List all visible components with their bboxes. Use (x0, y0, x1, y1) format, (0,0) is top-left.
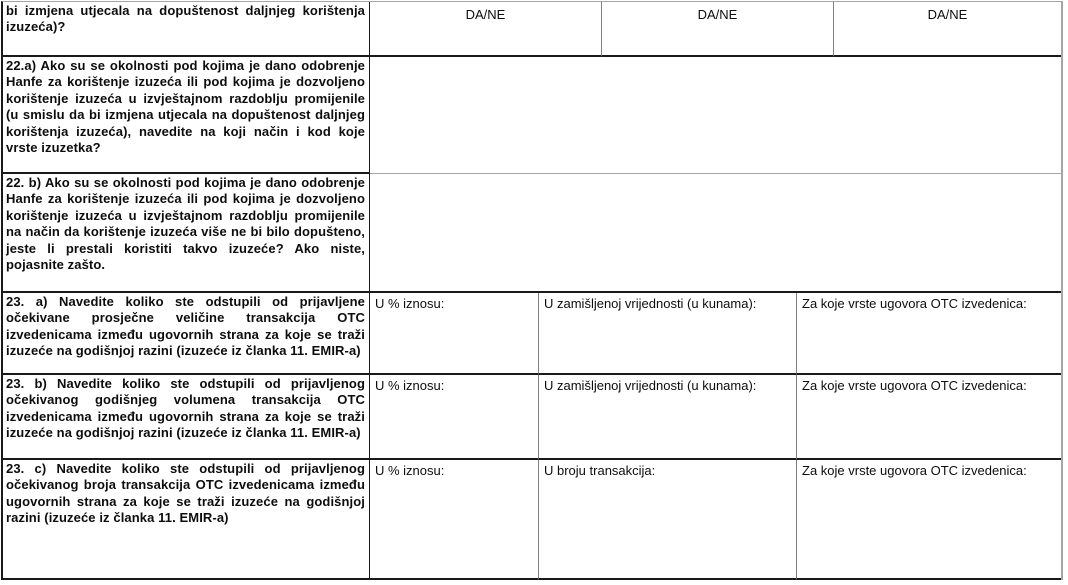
question-text: 23. a) Navedite koliko ste odstupili od prijavljene očekivane prosječne veličine transakcija OTC izvedenicama između ugovornih strana za koje se traži izuzeće na godišnjoj razini (izuzeće iz članka 11. EMIR-a) (6, 294, 365, 359)
answer-cell-notional-value[interactable] (539, 375, 797, 460)
table-row (3, 174, 1061, 293)
answer-cell-contract-types[interactable] (797, 460, 1061, 580)
answer-cell-empty[interactable] (370, 57, 1061, 174)
question-cell (3, 174, 370, 293)
answer-label: U % iznosu: (375, 463, 445, 478)
answer-cell-percent[interactable] (370, 293, 539, 375)
question-cell (3, 375, 370, 460)
answer-cell-empty[interactable] (370, 174, 1061, 293)
questionnaire-table (1, 1, 1063, 580)
answer-cell-transaction-count[interactable] (539, 460, 797, 580)
answer-cell-contract-types[interactable] (797, 375, 1061, 460)
question-text: bi izmjena utjecala na dopuštenost daljnjeg korištenja izuzeća)? (6, 3, 365, 35)
da-ne-cell-1[interactable] (370, 2, 602, 57)
table-row (3, 2, 1061, 57)
question-text: 23. b) Navedite koliko ste odstupili od prijavljenog očekivanog godišnjeg volumena transakcija OTC izvedenicama između ugovornih strana za koje se traži izuzeće na godišnjoj razini (izuzeće iz članka 11. EMIR-a) (6, 376, 365, 441)
table-row (3, 375, 1061, 460)
answer-cell-percent[interactable] (370, 460, 539, 580)
question-cell (3, 2, 370, 57)
answer-label: U zamišljenoj vrijednosti (u kunama): (544, 296, 757, 311)
da-ne-label: DA/NE (697, 7, 738, 22)
answer-label: U % iznosu: (375, 296, 445, 311)
table-row (3, 460, 1061, 580)
answer-label: U broju transakcija: (544, 463, 656, 478)
da-ne-label: DA/NE (465, 7, 506, 22)
answer-cell-contract-types[interactable] (797, 293, 1061, 375)
question-text: 22. b) Ako su se okolnosti pod kojima je dano odobrenje Hanfe za korištenje izuzeća ili pod kojima je dozvoljeno korištenje izuzeća u izvještajnom razdoblju promijenile na način da korištenje izuzeća više ne bi bilo dopušteno, jeste li prestali koristiti takvo izuzeće? Ako niste, pojasnite zašto. (6, 175, 365, 273)
answer-label: Za koje vrste ugovora OTC izvedenica: (802, 463, 1027, 478)
answer-label: Za koje vrste ugovora OTC izvedenica: (802, 296, 1027, 311)
answer-label: Za koje vrste ugovora OTC izvedenica: (802, 378, 1027, 393)
question-cell (3, 57, 370, 174)
answer-cell-notional-value[interactable] (539, 293, 797, 375)
answer-label: U % iznosu: (375, 378, 445, 393)
table-row (3, 57, 1061, 174)
da-ne-label: DA/NE (927, 7, 968, 22)
answer-label: U zamišljenoj vrijednosti (u kunama): (544, 378, 757, 393)
question-cell (3, 460, 370, 580)
question-cell (3, 293, 370, 375)
da-ne-cell-2[interactable] (602, 2, 834, 57)
answer-cell-percent[interactable] (370, 375, 539, 460)
question-text: 22.a) Ako su se okolnosti pod kojima je dano odobrenje Hanfe za korištenje izuzeća ili pod kojima je dozvoljeno korištenje izuzeća u izvještajnom razdoblju promijenile (u smislu da bi izmjena utjecala na dopuštenost daljnjeg korištenja izuzeća), navedite na koji način i kod koje vrste izuzetka? (6, 58, 365, 156)
table-row (3, 293, 1061, 375)
da-ne-cell-3[interactable] (834, 2, 1061, 57)
question-text: 23. c) Navedite koliko ste odstupili od prijavljenog očekivanog broja transakcija OTC izvedenicama između ugovornih strana za koje se traži izuzeće na godišnjoj razini (izuzeće iz članka 11. EMIR-a) (6, 461, 365, 526)
